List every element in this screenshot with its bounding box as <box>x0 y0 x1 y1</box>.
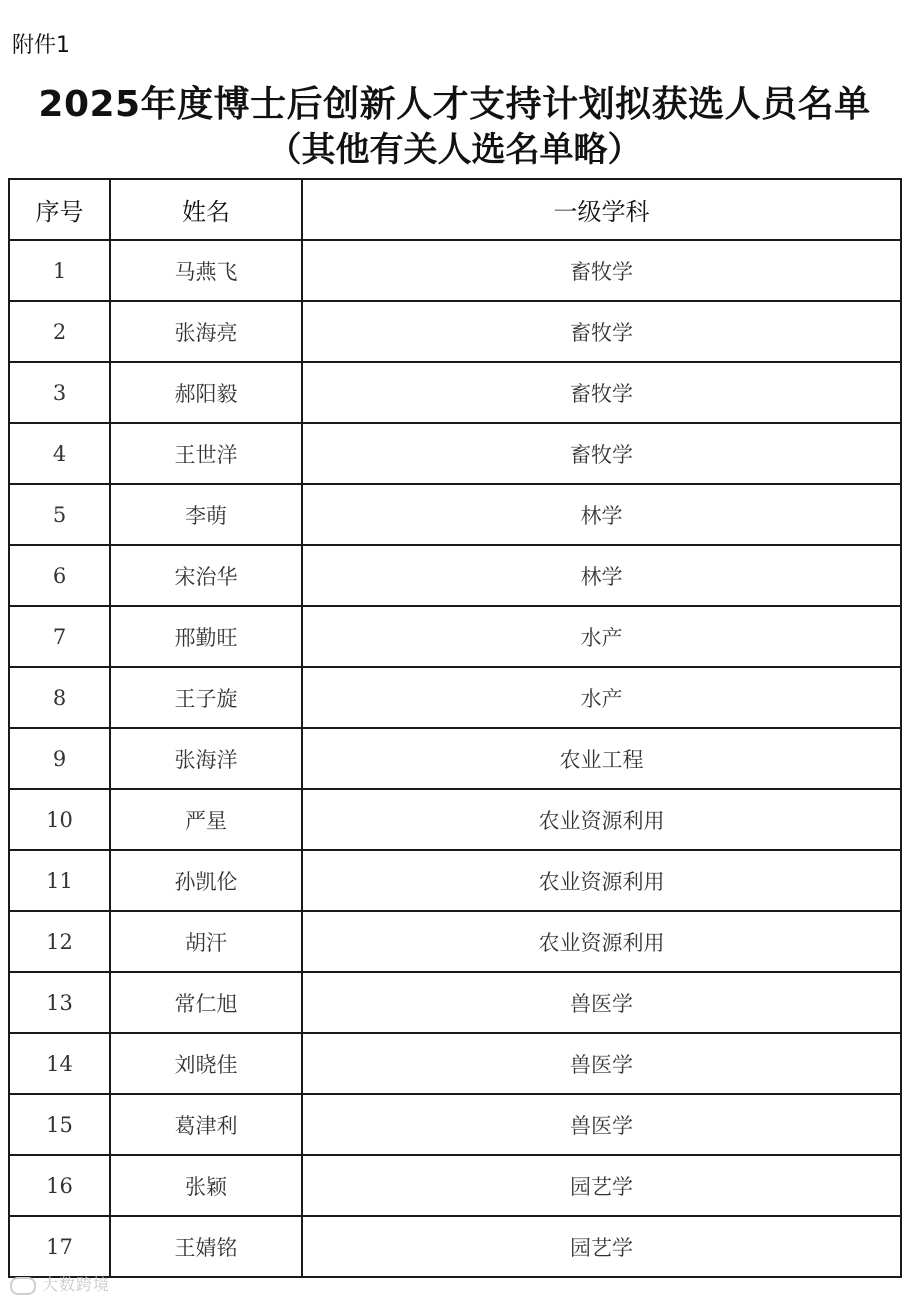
row-number: 15 <box>9 1094 110 1155</box>
watermark-logo-icon <box>10 1277 36 1295</box>
candidate-table <box>8 178 902 1278</box>
row-number: 3 <box>9 362 110 423</box>
table-row <box>9 362 901 423</box>
table-row <box>9 1216 901 1277</box>
row-name: 张海洋 <box>110 728 302 789</box>
document-title: 2025年度博士后创新人才支持计划拟获选人员名单 <box>38 84 871 125</box>
row-name: 葛津利 <box>110 1094 302 1155</box>
table-row <box>9 789 901 850</box>
row-name: 宋治华 <box>110 545 302 606</box>
row-number: 10 <box>9 789 110 850</box>
row-name: 胡汗 <box>110 911 302 972</box>
row-subject: 农业资源利用 <box>302 789 901 850</box>
row-name: 张颖 <box>110 1155 302 1216</box>
row-name: 王世洋 <box>110 423 302 484</box>
table-row <box>9 728 901 789</box>
table-row <box>9 1033 901 1094</box>
row-name: 邢勤旺 <box>110 606 302 667</box>
row-number: 13 <box>9 972 110 1033</box>
row-name: 常仁旭 <box>110 972 302 1033</box>
row-number: 6 <box>9 545 110 606</box>
table-row <box>9 606 901 667</box>
row-name: 孙凯伦 <box>110 850 302 911</box>
row-number: 16 <box>9 1155 110 1216</box>
table-row <box>9 1094 901 1155</box>
table-row <box>9 1155 901 1216</box>
attachment-label: 附件1 <box>12 33 70 58</box>
row-subject: 畜牧学 <box>302 423 901 484</box>
row-number: 17 <box>9 1216 110 1277</box>
row-name: 郝阳毅 <box>110 362 302 423</box>
table-row <box>9 423 901 484</box>
row-subject: 兽医学 <box>302 1094 901 1155</box>
row-subject: 林学 <box>302 484 901 545</box>
row-subject: 水产 <box>302 606 901 667</box>
header-name: 姓名 <box>110 179 302 240</box>
table-row <box>9 850 901 911</box>
row-subject: 畜牧学 <box>302 240 901 301</box>
row-subject: 兽医学 <box>302 1033 901 1094</box>
row-number: 14 <box>9 1033 110 1094</box>
row-subject: 园艺学 <box>302 1216 901 1277</box>
row-number: 7 <box>9 606 110 667</box>
header-subject: 一级学科 <box>302 179 901 240</box>
table-row <box>9 667 901 728</box>
watermark <box>10 1274 110 1296</box>
table-row <box>9 545 901 606</box>
row-number: 1 <box>9 240 110 301</box>
row-subject: 林学 <box>302 545 901 606</box>
row-number: 11 <box>9 850 110 911</box>
row-name: 马燕飞 <box>110 240 302 301</box>
table-row <box>9 972 901 1033</box>
watermark-text: 大数跨境 <box>42 1275 111 1294</box>
row-name: 严星 <box>110 789 302 850</box>
row-number: 2 <box>9 301 110 362</box>
table-header-row <box>9 179 901 240</box>
row-name: 王子旋 <box>110 667 302 728</box>
row-number: 4 <box>9 423 110 484</box>
header-number: 序号 <box>9 179 110 240</box>
row-name: 李萌 <box>110 484 302 545</box>
table-row <box>9 484 901 545</box>
row-name: 王婧铭 <box>110 1216 302 1277</box>
row-subject: 畜牧学 <box>302 301 901 362</box>
document-subtitle: （其他有关人选名单略） <box>267 130 642 170</box>
row-subject: 水产 <box>302 667 901 728</box>
row-subject: 农业工程 <box>302 728 901 789</box>
row-number: 12 <box>9 911 110 972</box>
table-body <box>9 240 901 1277</box>
table-row <box>9 240 901 301</box>
row-subject: 畜牧学 <box>302 362 901 423</box>
row-subject: 兽医学 <box>302 972 901 1033</box>
row-number: 8 <box>9 667 110 728</box>
row-name: 刘晓佳 <box>110 1033 302 1094</box>
row-number: 9 <box>9 728 110 789</box>
row-number: 5 <box>9 484 110 545</box>
table-row <box>9 911 901 972</box>
table-row <box>9 301 901 362</box>
row-subject: 农业资源利用 <box>302 911 901 972</box>
row-subject: 园艺学 <box>302 1155 901 1216</box>
row-name: 张海亮 <box>110 301 302 362</box>
row-subject: 农业资源利用 <box>302 850 901 911</box>
